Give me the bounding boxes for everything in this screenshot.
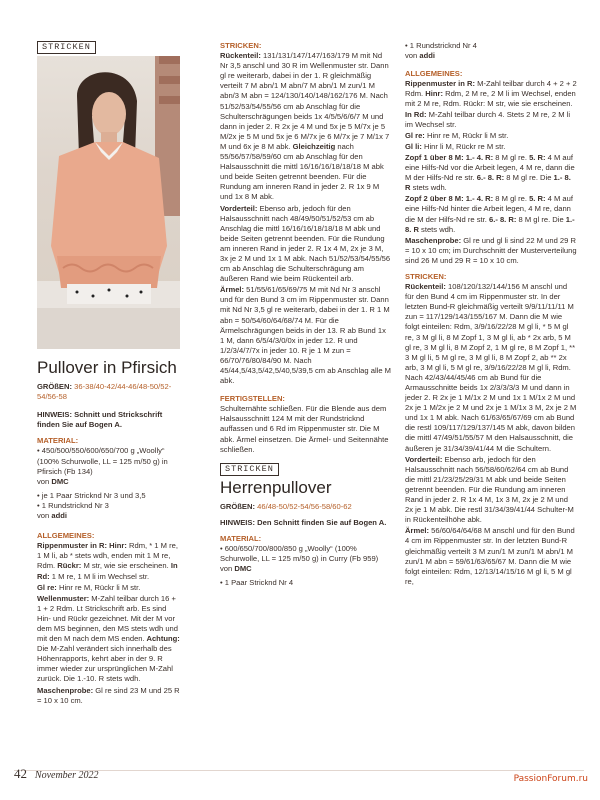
right-column bbox=[405, 41, 577, 592]
gleichzeitig-text: nach 55/56/57/58/59/60 cm ab Anschlag für den Halsausschnitt die mittl 16/16/16/18/18/18 M abk und beide Seiten getrennt beenden. Für die Rundung am inneren Rand in jeder 2. R 1x 9 M und 1x 8 M abk. bbox=[220, 141, 384, 202]
dmc-brand: DMC bbox=[51, 476, 69, 486]
zopf1-end: stets wdh. bbox=[410, 183, 447, 193]
vorderteil-label: Vorderteil: bbox=[220, 203, 258, 213]
footer-rule bbox=[14, 770, 584, 771]
gleichzeitig-label: Gleichzeitig bbox=[290, 141, 336, 151]
addi-brand-2: addi bbox=[419, 51, 435, 61]
dmc-brand-2: DMC bbox=[234, 564, 252, 574]
left-column bbox=[37, 358, 180, 711]
watermark: PassionForum.ru bbox=[513, 774, 588, 785]
zopf2-r5-text: 4 M auf eine Hilfs-Nd hinter die Arbeit legen, 4 M re, dann die M der Hilfs-Nd re str. bbox=[405, 194, 573, 224]
zopf2-end: stets wdh. bbox=[418, 224, 456, 234]
stricken2-heading: STRICKEN: bbox=[405, 271, 447, 281]
vorderteil2-label: Vorderteil: bbox=[405, 454, 443, 464]
rippen-label: Rippenmuster in R: Hinr: bbox=[37, 541, 127, 551]
zopf1-label: Zopf 1 über 8 M: 1.- 4. R: bbox=[405, 152, 494, 162]
glre-text: Hinr re M, Rückr li M str. bbox=[56, 582, 141, 592]
r1-text: M-Zahl teilbar durch 4 + 2 + 2 Rdm. bbox=[405, 79, 577, 99]
material-line-3: • 1 Rundstricknd Nr 3 bbox=[37, 500, 109, 510]
middle-column bbox=[220, 41, 392, 588]
rueckenteil-label: Rückenteil: bbox=[220, 51, 261, 61]
von-text-2: von bbox=[37, 511, 50, 521]
zopf2-label: Zopf 2 über 8 M: 1.- 4. R: bbox=[405, 194, 494, 204]
fertigstellen-text: Schulternähte schließen. Für die Blende aus dem Halsausschnitt 124 M mit der Rundstricknd auffassen und 6 Rd im Rippenmuster str. Die M abk. Ärmel einsetzen. Die Ärmel- und Seitennähte schließen. bbox=[220, 404, 389, 454]
rueckenteil2-label: Rückenteil: bbox=[405, 282, 446, 292]
vorderteil-text: Ebenso arb, jedoch für den Halsausschnitt nach 48/49/50/51/52/53 cm ab Anschlag die mittl 16/16/16/18/18/18 M abk und beide Seiten getrennt beenden. Für die Rundung am inneren Rand in jeder 2. R 1x 4 M, 2x je 3 M, 3x je 2 M und 1x 1 M abk. Nach 51/52/53/54/55/56 cm ab Anschlag die Schulterschrägung am äußeren Rand wie beim Rückenteil arb. bbox=[220, 203, 391, 284]
herrenpullover-title: Herrenpullover bbox=[220, 477, 332, 497]
r1-inrd: In Rd: bbox=[405, 109, 427, 119]
material2-line-2: • 1 Paar Stricknd Nr 4 bbox=[220, 578, 294, 588]
pullover-title: Pullover in Pfirsich bbox=[37, 358, 177, 377]
addi-brand: addi bbox=[51, 511, 67, 521]
model-photo bbox=[37, 56, 180, 349]
achtung-text: Die M-Zahl verändert sich innerhalb des Höhenrapports, kehrt aber in der 9. R immer wieder zur ursprünglichen M-Zahl zurück. Die 1.-10. R stets wdh. bbox=[37, 644, 173, 684]
sizes-value: 36-38/40-42/44-46/48-50/52-54/56-58 bbox=[37, 382, 172, 402]
material2-heading: MATERIAL: bbox=[220, 533, 262, 543]
zopf1-r6-text: 8 M gl re. Die bbox=[504, 173, 552, 183]
zopf2-r6: 6.- 8. R: bbox=[486, 214, 517, 224]
material2-line-1: • 600/650/700/800/850 g „Woolly“ (100% Schurwolle, LL = 125 m/50 g) in Curry (Fb 959) bbox=[220, 544, 379, 564]
r2-label: Gl re: bbox=[405, 130, 425, 140]
r1-label: Rippenmuster in R: bbox=[405, 79, 476, 89]
in-rd-text: 1 M re, 1 M li im Wechsel str. bbox=[49, 571, 150, 581]
rund-line: • 1 Rundstricknd Nr 4 bbox=[405, 41, 477, 50]
zopf1-r5: 5. R: bbox=[526, 152, 546, 162]
page-number: 42 bbox=[14, 765, 27, 781]
rueckr-label: Rückr: bbox=[57, 561, 82, 571]
sizes2-label: GRÖßEN: bbox=[220, 501, 256, 511]
r2-text: Hinr re M, Rückr li M str. bbox=[424, 130, 509, 140]
fertigstellen-heading: FERTIGSTELLEN: bbox=[220, 394, 285, 404]
stricken-label-2: STRICKEN bbox=[220, 463, 279, 476]
section-label bbox=[37, 41, 96, 54]
zopf1-r5-text: 4 M auf eine Hilfs-Nd vor die Arbeit legen, 4 M re, dann die M der Hilfs-Nd re str. bbox=[405, 152, 575, 183]
glre-label: Gl re: bbox=[37, 582, 57, 592]
zopf1-text: 8 M gl re. bbox=[493, 152, 527, 162]
maschenprobe-label: Maschenprobe: bbox=[37, 685, 94, 695]
allgemeines2-heading: ALLGEMEINES: bbox=[405, 69, 463, 79]
rueckenteil2-text: 108/120/132/144/156 M anschl und für den Bund 4 cm im Rippenmuster str. In der letzten Bund-R gleichmäßig verteilt 9/9/11/11/11 M zun = 117/129/143/155/167 M. Dann die M wie folgt einteilen: Rdm, 3/9/16/22/28 M gl li, * 5 M gl re, 3 M gl li, 8 M Zopf 1, 3 M gl li, ab * 2x arb, 5 M gl re, 3 M gl li, 8 M Zopf 2, 1 M gl re, 8 M Zopf 1, ** 3 M gl li, 5 M gl re, 3 M gl li, 8 M Zopf 2, ab ** 2x arb, 3 M gl li, 5 M gl re, 3/9/16/22/28 M gl li, Rdm. Nach 42/43/44/45/46 cm ab Bund für die Armausschnitte beids 1x 2/3/3/3/3 M und dann in jeder 2. R 2x je 1 M/1x 2 M und 1x 1 M/1x 2 M und 2x je 1 M/2x je 2 M und 2x je 1 M/1x 3 M, 2x je 2 M und 1x 1 M abk. Nach 61/63/65/67/69 cm ab Bund die restl 109/117/129/137/145 M abk, davon bilden die mittl 47/49/51/55/57 M den Halsausschnitt, die äußeren je 31/34/39/41/44 M die Schultern. bbox=[405, 282, 577, 453]
aermel2-text: 56/60/64/64/68 M anschl und für den Bund 4 cm im Rippenmuster str. In der letzten Bund-R gleichmäßig verteilt 3 M zun/1 M zun/1 M abn/1 M zun/1 M abn = 59/61/63/65/67 M. Dann die M wie folgt einteilen: Rdm, 12/13/14/15/16 M gl li, 5 M gl re, bbox=[405, 526, 575, 586]
zopf2-r5: 5. R: bbox=[526, 194, 546, 204]
hinweis-2: HINWEIS: Den Schnitt finden Sie auf Bogen A. bbox=[220, 517, 387, 527]
von-text-1: von bbox=[37, 476, 50, 486]
aermel-text: 51/55/61/65/69/75 M mit Nd Nr 3 anschl und für den Bund 3 cm im Rippenmuster str. Dann mit Nd Nr 3,5 gl re weiterarb, dabei in der 1. R 1 M abn = 50/54/60/64/68/74 M. Für die Ärmelschrägungen beids in der 13. R ab Bund 1x 1 M, dann 6/5/4/3/0/0x in jeder 12. R und 1/2/3/4/7/7x in jeder 10. R je 1 M zun = 66/70/76/80/84/90 M. Nach 45/44,5/43,5/42,5/40,5/39,5 cm ab Anschlag alle M abk. bbox=[220, 285, 391, 386]
aermel-label: Ärmel: bbox=[220, 285, 245, 295]
zopf2-text: 8 M gl re. bbox=[493, 194, 527, 204]
maschenprobe2-text: Gl re und gl li sind 22 M und 29 R = 10 x 10 cm; im Durchschnitt der Musterverteilung sind 26 M und 29 R = 10 x 10 cm. bbox=[405, 235, 577, 265]
achtung-label: Achtung: bbox=[144, 634, 180, 644]
maschenprobe-text: Gl re sind 23 M und 25 R = 10 x 10 cm. bbox=[37, 685, 180, 705]
footer bbox=[14, 765, 99, 782]
material-line-2: • je 1 Paar Stricknd Nr 3 und 3,5 bbox=[37, 490, 146, 500]
issue-month: November 2022 bbox=[34, 769, 99, 781]
material-heading: MATERIAL: bbox=[37, 436, 79, 446]
von-text-4: von bbox=[405, 51, 418, 61]
zopf2-r6-text: 8 M gl re. Die bbox=[516, 214, 564, 224]
allgemeines-heading: ALLGEMEINES: bbox=[37, 531, 95, 541]
sizes2-value: 46/48-50/52-54/56-58/60-62 bbox=[257, 501, 352, 511]
r1-inrd-text: M-Zahl teilbar durch 4. Stets 2 M re, 2 M li im Wechsel str. bbox=[405, 109, 570, 129]
r3-label: Gl li: bbox=[405, 141, 422, 151]
rueckr-text: M str, wie sie erscheinen. bbox=[81, 561, 169, 571]
hinweis: HINWEIS: Schnitt und Strickschrift finden Sie auf Bogen A. bbox=[37, 410, 163, 430]
vorderteil2-text: Ebenso arb, jedoch für den Halsausschnitt nach 56/58/60/62/64 cm ab Bund die mittl 21/23/25/29/31 M abk und beide Seiten getrennt beenden. Für die Rundung am inneren Rand in jeder 2. R 1x 4 M, 1x 3 M, 2x je 2 M und 2x je 1 M abk. Die restl 31/34/39/41/44 Schulter-M in Rückenteilhöhe abk. bbox=[405, 454, 574, 525]
material-line-1: • 450/500/550/600/650/700 g „Woolly“ (100% Schurwolle, LL = 125 m/50 g) in Pfirsich (Fb 134) bbox=[37, 446, 168, 476]
r1-hinr-text: Rdm, 2 M re, 2 M li im Wechsel, enden mit 2 M re, Rdm. Rückr: M str, wie sie erscheinen. bbox=[405, 89, 576, 109]
woman-sweater-illustration bbox=[37, 56, 180, 349]
zopf1-r18: 1.- 8. R bbox=[405, 173, 571, 193]
wellen-text: M-Zahl teilbar durch 16 + 1 + 2 Rdm. Lt Strickschrift arb. Es sind Hin- und Rückr gezeichnet. Mit der M vor dem MS beginnen, den MS stets wdh und mit den M nach dem MS enden. bbox=[37, 593, 178, 644]
r1-hinr: Hinr: bbox=[423, 89, 443, 99]
r3-text: Hinr li M, Rückr re M str. bbox=[421, 141, 506, 151]
maschenprobe2-label: Maschenprobe: bbox=[405, 235, 462, 245]
sizes-label: GRÖßEN: bbox=[37, 382, 73, 391]
aermel2-label: Ärmel: bbox=[405, 526, 430, 536]
stricken-label: STRICKEN bbox=[37, 41, 96, 54]
rueckenteil-text: 131/131/147/147/163/179 M mit Nd Nr 3,5 anschl und 30 R im Wellenmuster str. Dann gl re weiterarb, dabei in der 1. R gleichmäßig verteilt 7 M abn/1 M abn/7 M abn/1 M zun/1 M abn/3 M abn = 124/130/140/148/162/176 M. Nach 51/52/53/54/55/56 cm ab Anschlag für die Schulterschrägungen beids 1x 4/5/5/6/6/7 M und dann in jeder 2. R 2x je 4 M und 5x je 5 M/7x je 5 M/2x je 5 M und 5x je 6 M/7x je 6 M/7x je 7 M/1x 7 M und 6x je 8 M abk. bbox=[220, 51, 390, 151]
stricken-heading: STRICKEN: bbox=[220, 41, 262, 50]
zopf2-r18: 1.- 8. R bbox=[405, 214, 575, 234]
von-text-3: von bbox=[220, 564, 233, 574]
in-rd-label: In Rd: bbox=[37, 561, 178, 581]
zopf1-r6: 6.- 8. R: bbox=[474, 173, 505, 183]
rippen-text: Rdm, * 1 M re, 1 M li, ab * stets wdh, enden mit 1 M re, Rdm. bbox=[37, 541, 178, 571]
wellen-label: Wellenmuster: bbox=[37, 593, 90, 603]
